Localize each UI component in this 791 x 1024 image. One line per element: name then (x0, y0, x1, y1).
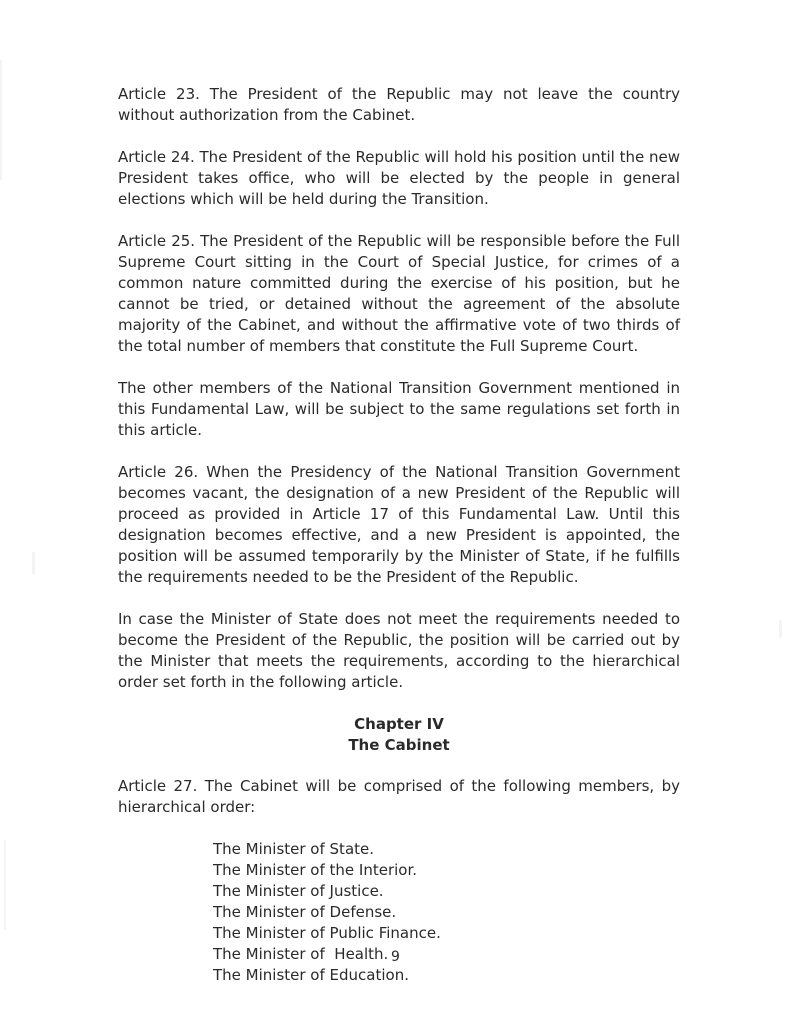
scan-artifact (779, 620, 782, 638)
paragraph-article-23: Article 23. The President of the Republic may not leave the country without authorization from the Cabinet. (118, 85, 685, 124)
list-item: The Minister of the Interior. (213, 861, 418, 879)
page-number: 9 (391, 949, 400, 965)
list-item: The Minister of State. (213, 840, 375, 858)
chapter-heading-title: The Cabinet (348, 736, 450, 754)
list-item: The Minister of Health. (213, 945, 389, 963)
scan-artifact (4, 840, 6, 930)
paragraph-article-25: Article 25. The President of the Republic will be responsible before the Full Supreme Court sitting in the Court of Special Justice, for crimes of a common nature committed during the exercise of his position, but he cannot be tried, or detained without the agreement of the absolute majority of the Cabinet, and without the affirmative vote of two thirds of the total number of members that constitute the Full Supreme Court. (118, 232, 685, 355)
paragraph-article-24: Article 24. The President of the Republic will hold his position until the new President takes office, who will be elected by the people in general elections which will be held during the Transition. (118, 148, 685, 208)
chapter-heading (118, 714, 680, 756)
list-item: The Minister of Public Finance. (213, 924, 441, 942)
list-item: The Minister of Education. (213, 966, 409, 984)
chapter-heading-number: Chapter IV (354, 715, 444, 733)
document-body (118, 84, 685, 986)
list-item: The Minister of Defense. (213, 903, 397, 921)
paragraph-article-25-continuation: The other members of the National Transition Government mentioned in this Fundamental Law, will be subject to the same regulations set forth in this article. (118, 379, 685, 439)
paragraph-article-26: Article 26. When the Presidency of the National Transition Government becomes vacant, the designation of a new President of the Republic will proceed as provided in Article 17 of this Fundamental Law. Until this designation becomes effective, and a new President is appointed, the position will be assumed temporarily by the Minister of State, if he fulfills the requirements needed to be the President of the Republic. (118, 463, 685, 586)
scan-artifact (32, 552, 35, 574)
paragraph-article-27: Article 27. The Cabinet will be comprised of the following members, by hierarchical order: (118, 777, 685, 816)
list-item: The Minister of Justice. (213, 882, 384, 900)
scan-artifact (0, 60, 2, 180)
paragraph-article-26-continuation: In case the Minister of State does not meet the requirements needed to become the President of the Republic, the position will be carried out by the Minister that meets the requirements, according to the hierarchical order set forth in the following article. (118, 610, 685, 691)
